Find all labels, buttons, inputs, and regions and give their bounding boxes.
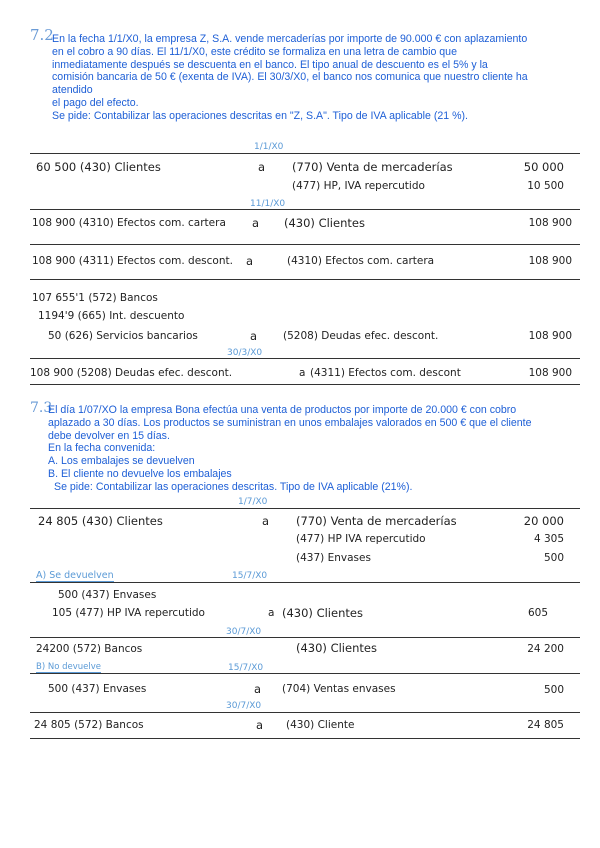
a-separator: a bbox=[250, 329, 258, 343]
credit-account: (770) Venta de mercaderías bbox=[292, 160, 453, 174]
statement-line: aplazado a 30 días. Los productos se suministran en unos embalajes valorados en 500 € que el cliente bbox=[48, 416, 532, 429]
entry-date: 30/7/X0 bbox=[226, 701, 262, 711]
credit-account: (4310) Efectos com. cartera bbox=[287, 255, 435, 267]
divider bbox=[30, 358, 580, 359]
credit-account: (4311) Efectos com. descont bbox=[310, 367, 461, 379]
divider bbox=[30, 738, 580, 739]
amount: 24 805 bbox=[527, 719, 564, 731]
debit-account: 24 805 (572) Bancos bbox=[34, 719, 144, 731]
a-separator: a bbox=[246, 254, 254, 268]
statement-line: Se pide: Contabilizar las operaciones descritas en "Z, S.A". Tipo de IVA aplicable (21 %). bbox=[52, 109, 468, 122]
statement-line: inmediatamente después se descuenta en el banco. El tipo anual de descuento es el 5% y la bbox=[52, 58, 488, 71]
entry-date: 1/1/X0 bbox=[254, 142, 284, 152]
amount: 20 000 bbox=[523, 514, 564, 528]
amount: 500 bbox=[543, 552, 564, 564]
debit-account: 108 900 (5208) Deudas efec. descont. bbox=[30, 367, 233, 379]
divider bbox=[30, 244, 580, 245]
amount: 24 200 bbox=[527, 643, 564, 655]
entry-date: 11/1/X0 bbox=[250, 199, 286, 209]
statement-line: Se pide: Contabilizar las operaciones descritas. Tipo de IVA aplicable (21%). bbox=[54, 480, 413, 493]
entry-date: 1/7/X0 bbox=[238, 497, 268, 507]
statement-line: En la fecha convenida: bbox=[48, 442, 156, 455]
credit-account: (430) Clientes bbox=[296, 641, 377, 655]
amount: 108 900 bbox=[528, 217, 572, 229]
debit-account: 24 805 (430) Clientes bbox=[38, 514, 163, 528]
entry-date: 30/7/X0 bbox=[226, 627, 262, 637]
entry-date: 15/7/X0 bbox=[228, 663, 264, 673]
exercise-number: 7.3 bbox=[30, 400, 53, 416]
debit-account: 1194'9 (665) Int. descuento bbox=[38, 310, 185, 322]
credit-account: (430) Cliente bbox=[286, 719, 355, 731]
credit-account: (477) HP, IVA repercutido bbox=[292, 180, 425, 192]
divider bbox=[30, 384, 580, 385]
amount: 605 bbox=[527, 607, 548, 619]
credit-account: (770) Venta de mercaderías bbox=[296, 514, 457, 528]
divider bbox=[30, 153, 580, 154]
statement-line: en el cobro a 90 días. El 11/1/X0, este crédito se formaliza en una letra de cambio que bbox=[52, 45, 457, 58]
debit-account: 500 (437) Envases bbox=[58, 589, 157, 601]
divider bbox=[30, 582, 580, 583]
amount: 108 900 bbox=[528, 330, 572, 342]
a-separator: a bbox=[258, 160, 266, 174]
statement-line: A. Los embalajes se devuelven bbox=[48, 455, 195, 468]
statement-line: B. El cliente no devuelve los embalajes bbox=[48, 467, 232, 480]
a-separator: a bbox=[254, 682, 262, 696]
amount: 108 900 bbox=[528, 255, 572, 267]
divider bbox=[30, 279, 580, 280]
divider bbox=[30, 508, 580, 509]
a-separator: a bbox=[299, 367, 306, 379]
exercise-statement bbox=[48, 404, 532, 494]
credit-account: (477) HP IVA repercutido bbox=[296, 533, 426, 545]
debit-account: 108 900 (4311) Efectos com. descont. bbox=[32, 255, 233, 267]
statement-line: En la fecha 1/1/X0, la empresa Z, S.A. vende mercaderías por importe de 90.000 € con aplazamiento bbox=[52, 33, 528, 45]
amount: 500 bbox=[543, 684, 564, 696]
debit-account: 105 (477) HP IVA repercutido bbox=[52, 607, 205, 619]
credit-account: (430) Clientes bbox=[284, 216, 365, 230]
a-separator: a bbox=[252, 216, 260, 230]
amount: 10 500 bbox=[527, 180, 564, 192]
case-note: B) No devuelve bbox=[36, 662, 102, 672]
statement-line: atendido bbox=[52, 84, 93, 97]
a-separator: a bbox=[256, 718, 264, 732]
debit-account: 108 900 (4310) Efectos com. cartera bbox=[32, 217, 226, 229]
entry-date: 15/7/X0 bbox=[232, 571, 268, 581]
divider bbox=[30, 209, 580, 210]
amount: 50 000 bbox=[523, 160, 564, 174]
exercise-number: 7.2 bbox=[30, 26, 54, 44]
case-note: A) Se devuelven bbox=[36, 570, 114, 581]
divider bbox=[30, 712, 580, 713]
statement-line: el pago del efecto. bbox=[52, 96, 139, 109]
statement-line: debe devolver en 15 días. bbox=[48, 429, 170, 442]
statement-line: El día 1/07/XO la empresa Bona efectúa una venta de productos por importe de 20.000 € con cobro bbox=[48, 404, 517, 416]
credit-account: (704) Ventas envases bbox=[282, 683, 396, 695]
divider bbox=[30, 637, 580, 638]
debit-account: 60 500 (430) Clientes bbox=[36, 160, 161, 174]
a-separator: a bbox=[268, 607, 275, 619]
debit-account: 24200 (572) Bancos bbox=[36, 643, 143, 655]
exercise-statement bbox=[52, 33, 528, 123]
debit-account: 50 (626) Servicios bancarios bbox=[48, 330, 198, 342]
amount: 4 305 bbox=[533, 533, 564, 545]
debit-account: 500 (437) Envases bbox=[48, 683, 147, 695]
a-separator: a bbox=[262, 514, 270, 528]
credit-account: (5208) Deudas efec. descont. bbox=[283, 330, 439, 342]
credit-account: (430) Clientes bbox=[282, 606, 363, 620]
divider bbox=[30, 673, 580, 674]
credit-account: (437) Envases bbox=[296, 552, 371, 564]
entry-date: 30/3/X0 bbox=[227, 348, 263, 358]
statement-line: comisión bancaria de 50 € (exenta de IVA). El 30/3/X0, el banco nos comunica que nuestro cliente ha bbox=[52, 71, 528, 84]
debit-account: 107 655'1 (572) Bancos bbox=[32, 292, 158, 304]
amount: 108 900 bbox=[528, 367, 572, 379]
